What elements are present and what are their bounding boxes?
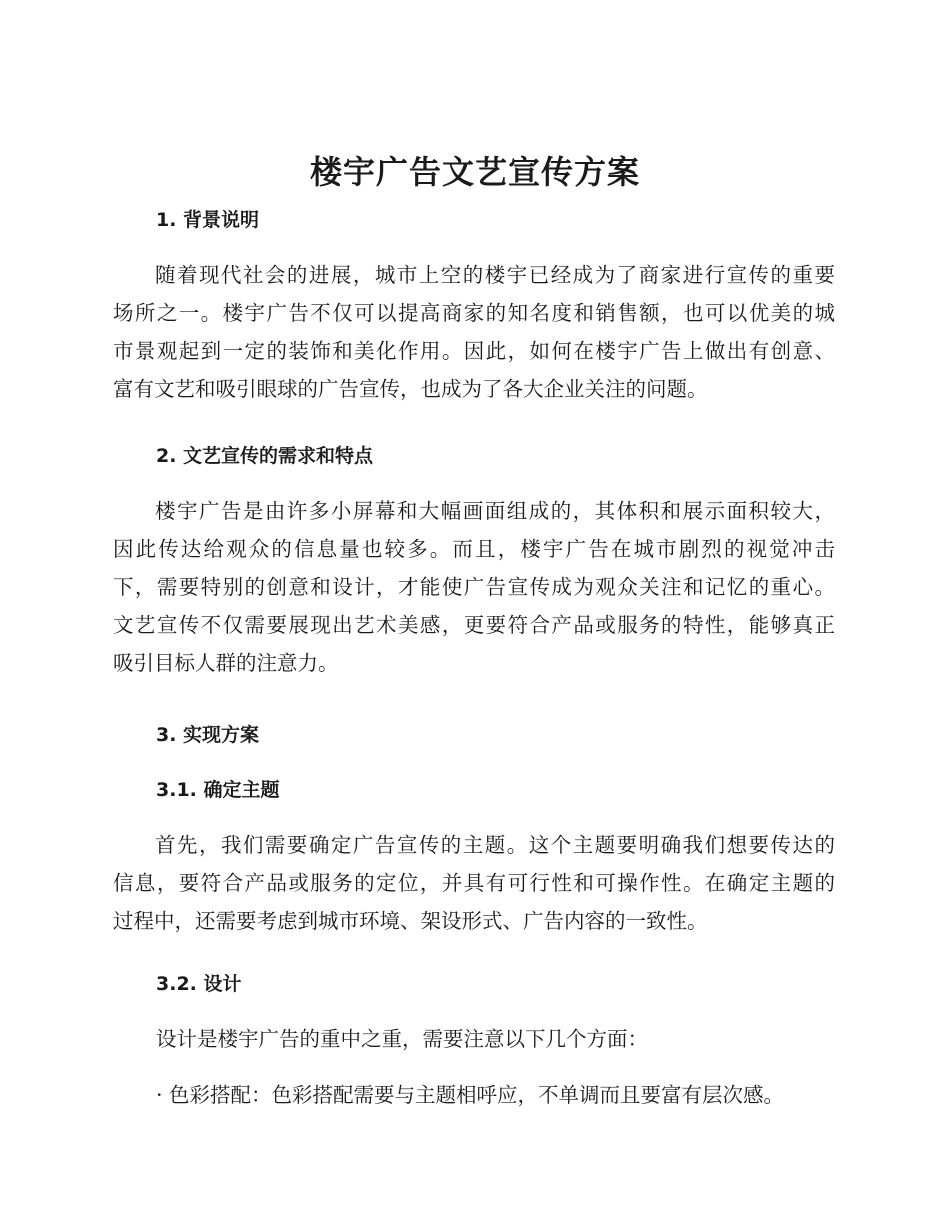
paragraph-background: [113, 256, 835, 408]
paragraph-line: 市景观起到一定的装饰和美化作用。因此，如何在楼宇广告上做出有创意、: [113, 339, 835, 363]
section-heading-design: 3.2. 设计: [156, 973, 242, 995]
paragraph-line: 随着现代社会的进展，城市上空的楼宇已经成为了商家进行宣传的重要: [155, 263, 835, 287]
section-heading-requirements: 2. 文艺宣传的需求和特点: [156, 445, 374, 467]
paragraph-line: 吸引目标人群的注意力。: [113, 651, 339, 675]
paragraph-line: 场所之一。楼宇广告不仅可以提高商家的知名度和销售额，也可以优美的城: [113, 301, 835, 325]
design-bullet-item: · 色彩搭配：色彩搭配需要与主题相呼应，不单调而且要富有层次感。: [156, 1083, 785, 1107]
document-title: 楼宇广告文艺宣传方案: [309, 153, 640, 191]
paragraph-line: 下，需要特别的创意和设计，才能使广告宣传成为观众关注和记忆的重心。: [113, 575, 835, 599]
paragraph-line: 信息，要符合产品或服务的定位，并具有可行性和可操作性。在确定主题的: [113, 871, 835, 895]
paragraph-requirements: [113, 492, 835, 682]
paragraph-line: 因此传达给观众的信息量也较多。而且，楼宇广告在城市剧烈的视觉冲击: [113, 537, 835, 561]
section-heading-theme: 3.1. 确定主题: [156, 779, 280, 801]
design-intro-text: 设计是楼宇广告的重中之重，需要注意以下几个方面：: [156, 1027, 648, 1051]
paragraph-theme: [113, 826, 835, 940]
paragraph-line: 过程中，还需要考虑到城市环境、架设形式、广告内容的一致性。: [113, 909, 708, 933]
paragraph-line: 首先，我们需要确定广告宣传的主题。这个主题要明确我们想要传达的: [155, 833, 835, 857]
paragraph-line: 楼宇广告是由许多小屏幕和大幅画面组成的，其体积和展示面积较大，: [155, 499, 835, 523]
paragraph-line: 文艺宣传不仅需要展现出艺术美感，更要符合产品或服务的特性，能够真正: [113, 613, 835, 637]
section-heading-background: 1. 背景说明: [156, 209, 260, 231]
section-heading-implementation: 3. 实现方案: [156, 724, 260, 746]
paragraph-line: 富有文艺和吸引眼球的广告宣传，也成为了各大企业关注的问题。: [113, 377, 708, 401]
